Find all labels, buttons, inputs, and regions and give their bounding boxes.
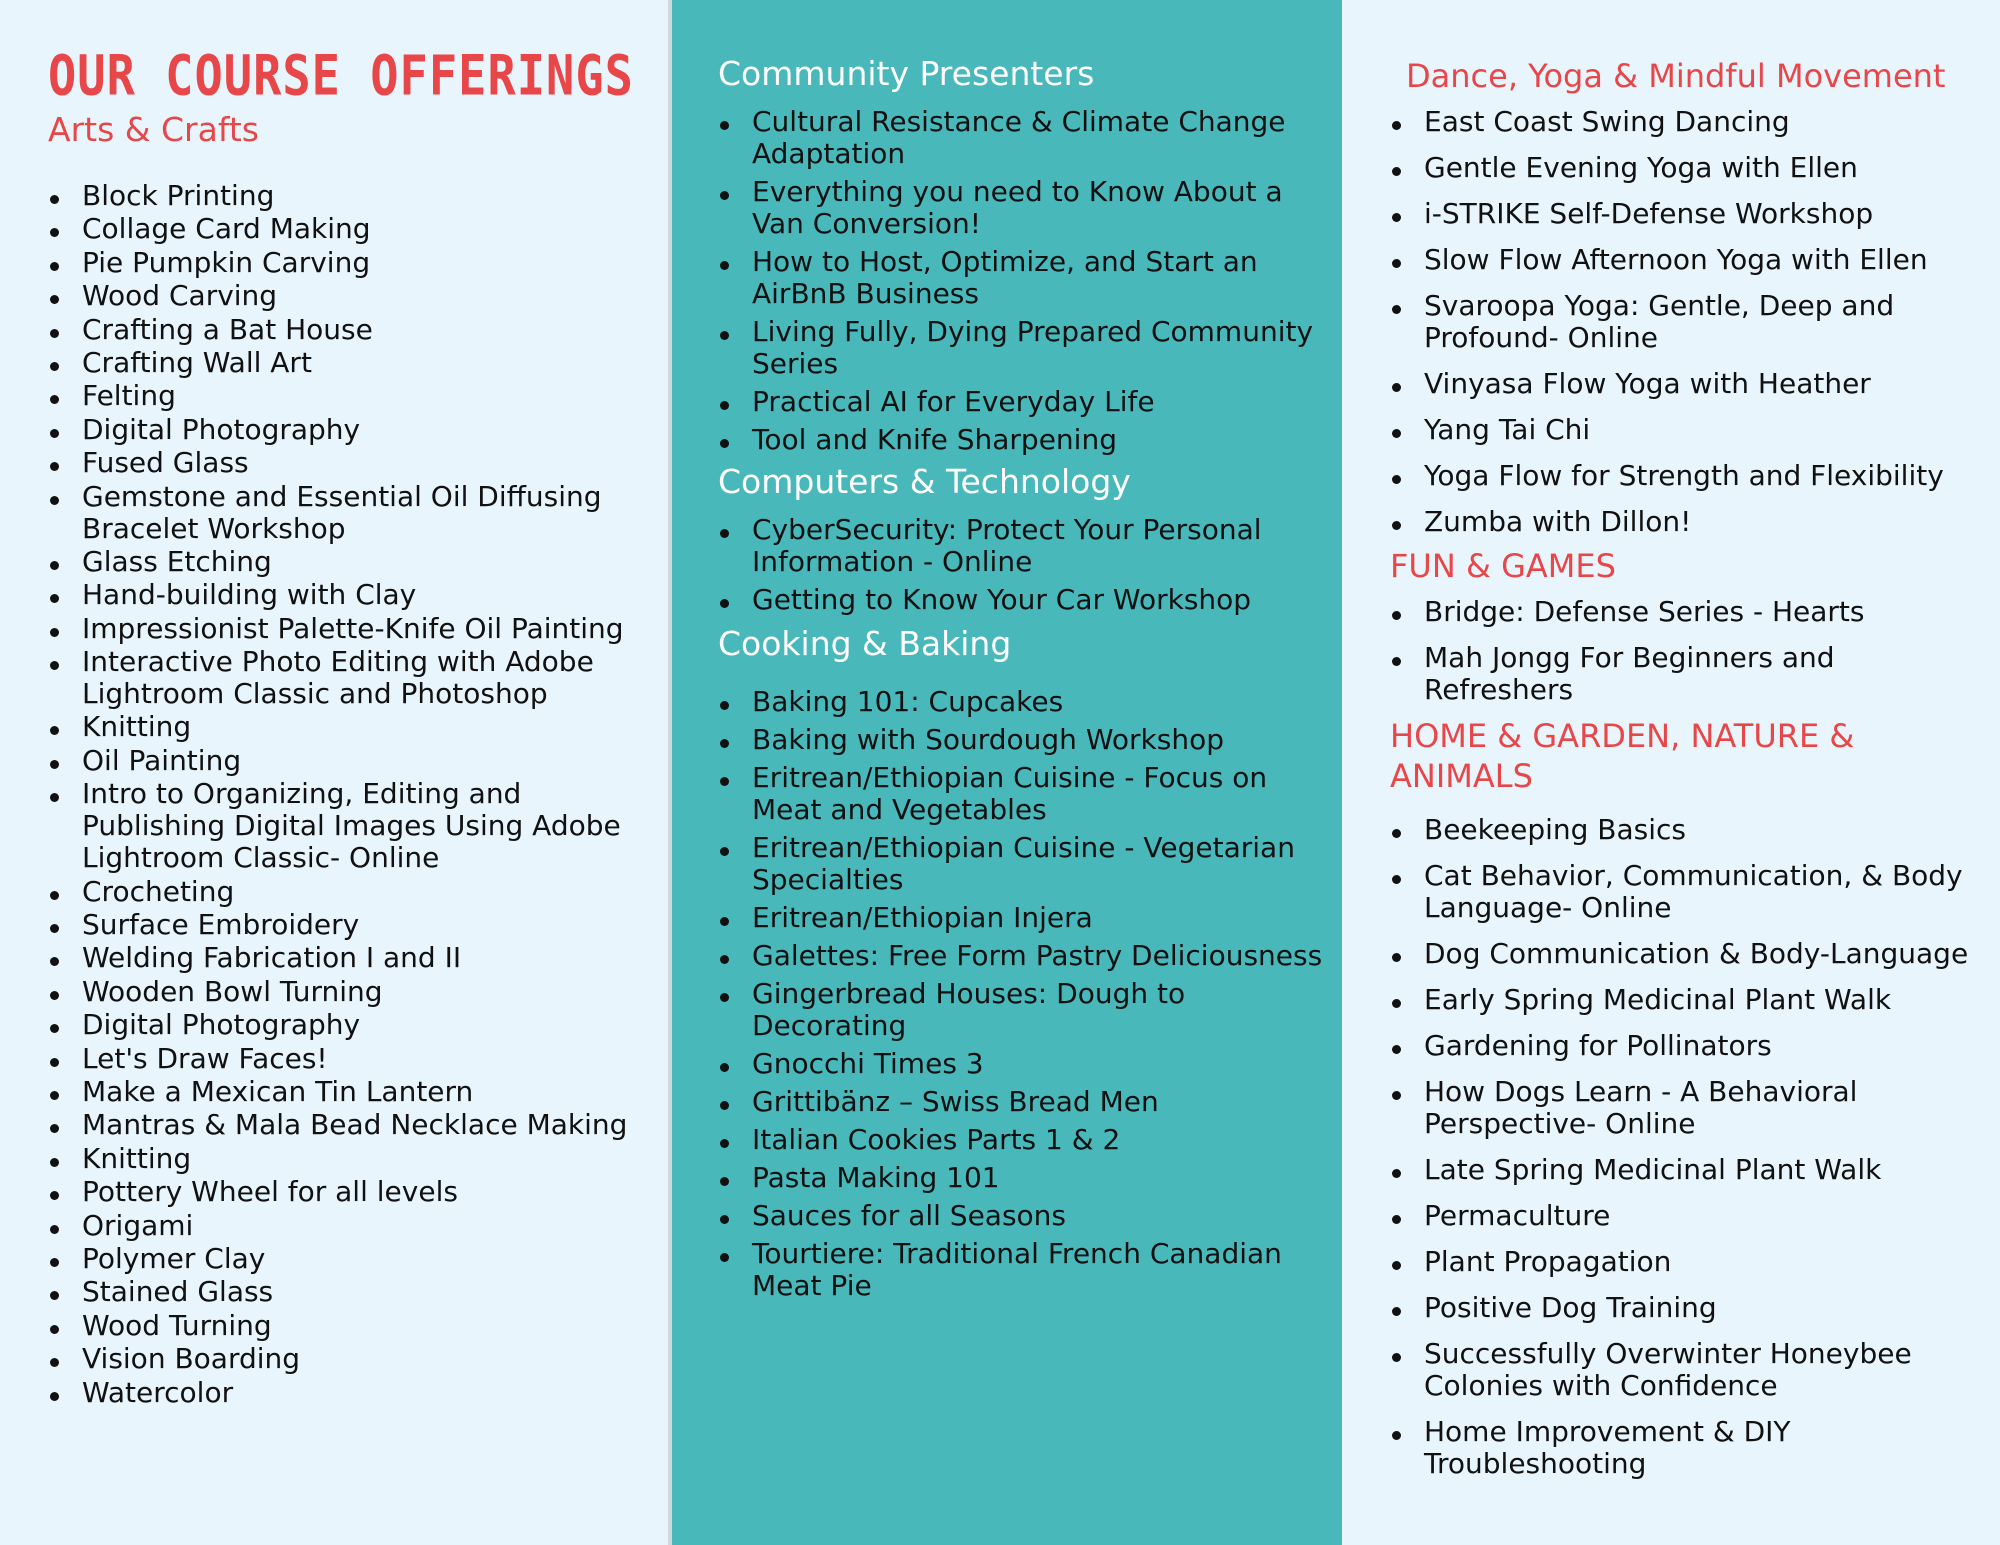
section-title-home-garden: HOME & GARDEN, NATURE & ANIMALS [1390,717,1855,795]
list-item: Fused Glass [48,447,652,479]
list-item: Tool and Knife Sharpening [718,424,1326,456]
list-item: Cat Behavior, Communication, & Body Language- Online [1390,860,1990,924]
list-item: Wood Carving [48,280,652,312]
list-item: Gnocchi Times 3 [718,1048,1326,1080]
list-item: Home Improvement & DIY Troubleshooting [1390,1416,1990,1480]
list-item: Plant Propagation [1390,1246,1990,1278]
list-item: Late Spring Medicinal Plant Walk [1390,1154,1990,1186]
list-item: Bridge: Defense Series - Hearts [1390,596,1990,628]
fun-games-list [1390,596,1990,706]
computers-technology-list [718,514,1326,616]
list-item: Baking 101: Cupcakes [718,686,1326,718]
list-item: Let's Draw Faces! [48,1043,652,1075]
home-garden-list [1390,814,1990,1480]
list-item: Cultural Resistance & Climate Change Adaptation [718,106,1326,170]
list-item: Digital Photography [48,414,652,446]
list-item: Yang Tai Chi [1390,414,1990,446]
list-item: Pie Pumpkin Carving [48,247,652,279]
list-item: Polymer Clay [48,1243,652,1275]
list-item: Gemstone and Essential Oil Diffusing Bracelet Workshop [48,481,652,545]
list-item: Getting to Know Your Car Workshop [718,584,1326,616]
list-item: Mah Jongg For Beginners and Refreshers [1390,642,1990,706]
list-item: Slow Flow Afternoon Yoga with Ellen [1390,244,1990,276]
community-presenters-list [718,106,1326,456]
list-item: Block Printing [48,180,652,212]
section-title-cooking-baking: Cooking & Baking [718,624,1012,663]
list-item: Knitting [48,711,652,743]
list-item: Interactive Photo Editing with Adobe Lightroom Classic and Photoshop [48,646,652,710]
list-item: Tourtiere: Traditional French Canadian Meat Pie [718,1238,1326,1302]
list-item: Yoga Flow for Strength and Flexibility [1390,460,1990,492]
list-item: Make a Mexican Tin Lantern [48,1076,652,1108]
list-item: Welding Fabrication I and II [48,942,652,974]
cooking-baking-list [718,686,1326,1302]
list-item: East Coast Swing Dancing [1390,106,1990,138]
arts-crafts-list [48,180,652,1409]
section-title-fun-games: FUN & GAMES [1390,547,1616,585]
list-item: Crafting Wall Art [48,347,652,379]
list-item: Sauces for all Seasons [718,1200,1326,1232]
list-item: Mantras & Mala Bead Necklace Making [48,1109,652,1141]
list-item: Gingerbread Houses: Dough to Decorating [718,978,1326,1042]
list-item: Stained Glass [48,1276,652,1308]
section-title-computers-technology: Computers & Technology [718,462,1131,501]
list-item: Watercolor [48,1377,652,1409]
list-item: Beekeeping Basics [1390,814,1990,846]
list-item: Early Spring Medicinal Plant Walk [1390,984,1990,1016]
list-item: Crocheting [48,876,652,908]
list-item: Intro to Organizing, Editing and Publishing Digital Images Using Adobe Lightroom Classic- Online [48,778,652,874]
list-item: Eritrean/Ethiopian Cuisine - Vegetarian Specialties [718,832,1326,896]
list-item: Hand-building with Clay [48,579,652,611]
list-item: Digital Photography [48,1009,652,1041]
list-item: Vision Boarding [48,1343,652,1375]
list-item: Permaculture [1390,1200,1990,1232]
list-item: Felting [48,380,652,412]
left-column [0,0,672,1545]
list-item: Galettes: Free Form Pastry Deliciousness [718,940,1326,972]
list-item: Practical AI for Everyday Life [718,386,1326,418]
list-item: Surface Embroidery [48,909,652,941]
list-item: Svaroopa Yoga: Gentle, Deep and Profound- Online [1390,290,1990,354]
section-title-dance-yoga: Dance, Yoga & Mindful Movement [1406,57,1946,95]
list-item: How to Host, Optimize, and Start an AirBnB Business [718,246,1326,310]
list-item: Successfully Overwinter Honeybee Colonies with Confidence [1390,1338,1990,1402]
list-item: Origami [48,1210,652,1242]
right-column [1342,0,2000,1545]
list-item: Gentle Evening Yoga with Ellen [1390,152,1990,184]
list-item: Gardening for Pollinators [1390,1030,1990,1062]
list-item: Collage Card Making [48,213,652,245]
list-item: Everything you need to Know About a Van Conversion! [718,176,1326,240]
list-item: Eritrean/Ethiopian Injera [718,902,1326,934]
section-title-community-presenters: Community Presenters [718,54,1095,93]
list-item: Wooden Bowl Turning [48,976,652,1008]
list-item: Vinyasa Flow Yoga with Heather [1390,368,1990,400]
section-title-arts-crafts: Arts & Crafts [48,110,259,149]
list-item: Grittibänz – Swiss Bread Men [718,1086,1326,1118]
list-item: Baking with Sourdough Workshop [718,724,1326,756]
list-item: Dog Communication & Body-Language [1390,938,1990,970]
list-item: Zumba with Dillon! [1390,506,1990,538]
list-item: Glass Etching [48,546,652,578]
list-item: Positive Dog Training [1390,1292,1990,1324]
list-item: Living Fully, Dying Prepared Community Series [718,316,1326,380]
list-item: CyberSecurity: Protect Your Personal Information - Online [718,514,1326,578]
list-item: Pottery Wheel for all levels [48,1176,652,1208]
list-item: i-STRIKE Self-Defense Workshop [1390,198,1990,230]
list-item: Pasta Making 101 [718,1162,1326,1194]
list-item: Wood Turning [48,1310,652,1342]
list-item: Italian Cookies Parts 1 & 2 [718,1124,1326,1156]
list-item: Oil Painting [48,745,652,777]
page-title: OUR COURSE OFFERINGS [48,43,634,109]
list-item: Crafting a Bat House [48,314,652,346]
list-item: Knitting [48,1143,652,1175]
list-item: Impressionist Palette-Knife Oil Painting [48,613,652,645]
list-item: Eritrean/Ethiopian Cuisine - Focus on Meat and Vegetables [718,762,1326,826]
list-item: How Dogs Learn - A Behavioral Perspective- Online [1390,1076,1990,1140]
middle-column [672,0,1342,1545]
dance-yoga-list [1390,106,1990,538]
